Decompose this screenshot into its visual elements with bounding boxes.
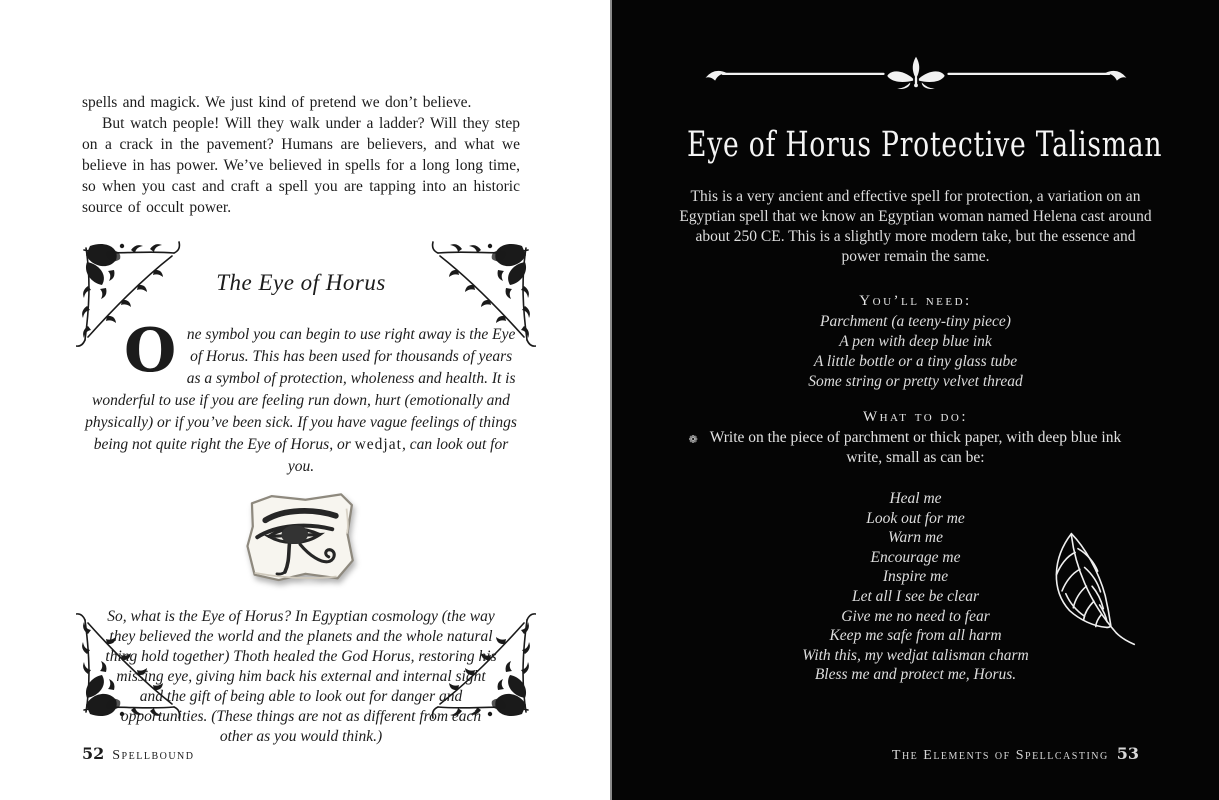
incantation-line: Look out for me <box>866 509 965 527</box>
eye-of-horus-figure <box>82 490 520 593</box>
incantation-line: Give me no need to fear <box>841 607 990 625</box>
page-number: 52 <box>82 744 105 763</box>
incantation-line: Encourage me <box>870 548 961 566</box>
right-page-footer <box>892 744 1139 764</box>
feather-icon <box>1039 528 1147 650</box>
dropcap-paragraph-end: , can look out for you. <box>287 436 509 475</box>
dropcap-letter: O <box>124 316 177 386</box>
page-number: 53 <box>1116 744 1139 763</box>
eye-of-horus-illustration <box>243 490 359 588</box>
instruction-step <box>688 428 1131 468</box>
incantation-line: Let all I see be clear <box>852 587 979 605</box>
supply-item: A little bottle or a tiny glass tube <box>813 353 1018 370</box>
right-page <box>610 0 1219 800</box>
incantation-line: With this, my wedjat talisman charm <box>802 646 1029 664</box>
florette-bullet-icon: ❁ <box>688 433 698 446</box>
section-heading: The Eye of Horus <box>216 270 386 295</box>
instruction-text: Write on the piece of parchment or thick paper, with deep blue ink write, small as can be: <box>709 429 1122 466</box>
supply-item: A pen with deep blue ink <box>839 333 992 350</box>
running-title: Spellbound <box>112 748 195 763</box>
incantation-line: Heal me <box>889 490 942 507</box>
wedjat-term: wedjat <box>354 436 402 453</box>
divider-ornament <box>696 54 1136 90</box>
incantation-line: Warn me <box>888 529 943 547</box>
running-title: The Elements of Spellcasting <box>891 748 1109 763</box>
spell-title: Eye of Horus Protective Talisman <box>687 125 1163 165</box>
dropcap-paragraph-text: ne symbol you can begin to use right away is the Eye of Horus. This has been used for thousands of years as a symbol of protection, wholeness and health. It is wonderful to use if you are feeling run down, hurt (emotionally and physically) or if you’ve been sick. If you have vague feelings of things being not quite right the Eye of Horus, or <box>85 326 517 453</box>
dropcap-paragraph <box>84 316 518 478</box>
cosmology-paragraph: So, what is the Eye of Horus? In Egyptian cosmology (the way they believed the world and the planets and the whole natural thing hold together) Thoth healed the God Horus, restoring his missing eye, giving him back his external and internal sight and the gift of being able to look out for danger and opportunities. (These things are not as different from each other as you would think.) <box>105 608 497 745</box>
left-page-footer <box>82 744 195 764</box>
incantation-line: Inspire me <box>882 568 949 586</box>
supply-item: Some string or pretty velvet thread <box>808 373 1023 390</box>
left-page-content <box>0 0 610 747</box>
incantation-line: Keep me safe from all harm <box>829 627 1002 645</box>
paragraph-continuation: spells and magick. We just kind of pretend we don’t believe. <box>82 94 472 111</box>
paragraph-believers: But watch people! Will they walk under a ladder? Will they step on a crack in the pavement? Humans are believers, and what we believe in has power. We’ve believed in spells for a long long time, so when you cast and craft a spell you are tapping into an historic source of occult power. <box>82 115 520 216</box>
youll-need-heading: You’ll need: <box>859 293 972 309</box>
spell-intro: This is a very ancient and effective spell for protection, a variation on an Egyptian spell that we know an Egyptian woman named Helena cast around about 250 CE. This is a slightly more modern take, but the essence and power remain the same. <box>679 188 1152 265</box>
incantation-line: Bless me and protect me, Horus. <box>814 666 1017 684</box>
what-to-do-heading: What to do: <box>862 409 969 425</box>
supply-item: Parchment (a teeny-tiny piece) <box>820 313 1011 330</box>
